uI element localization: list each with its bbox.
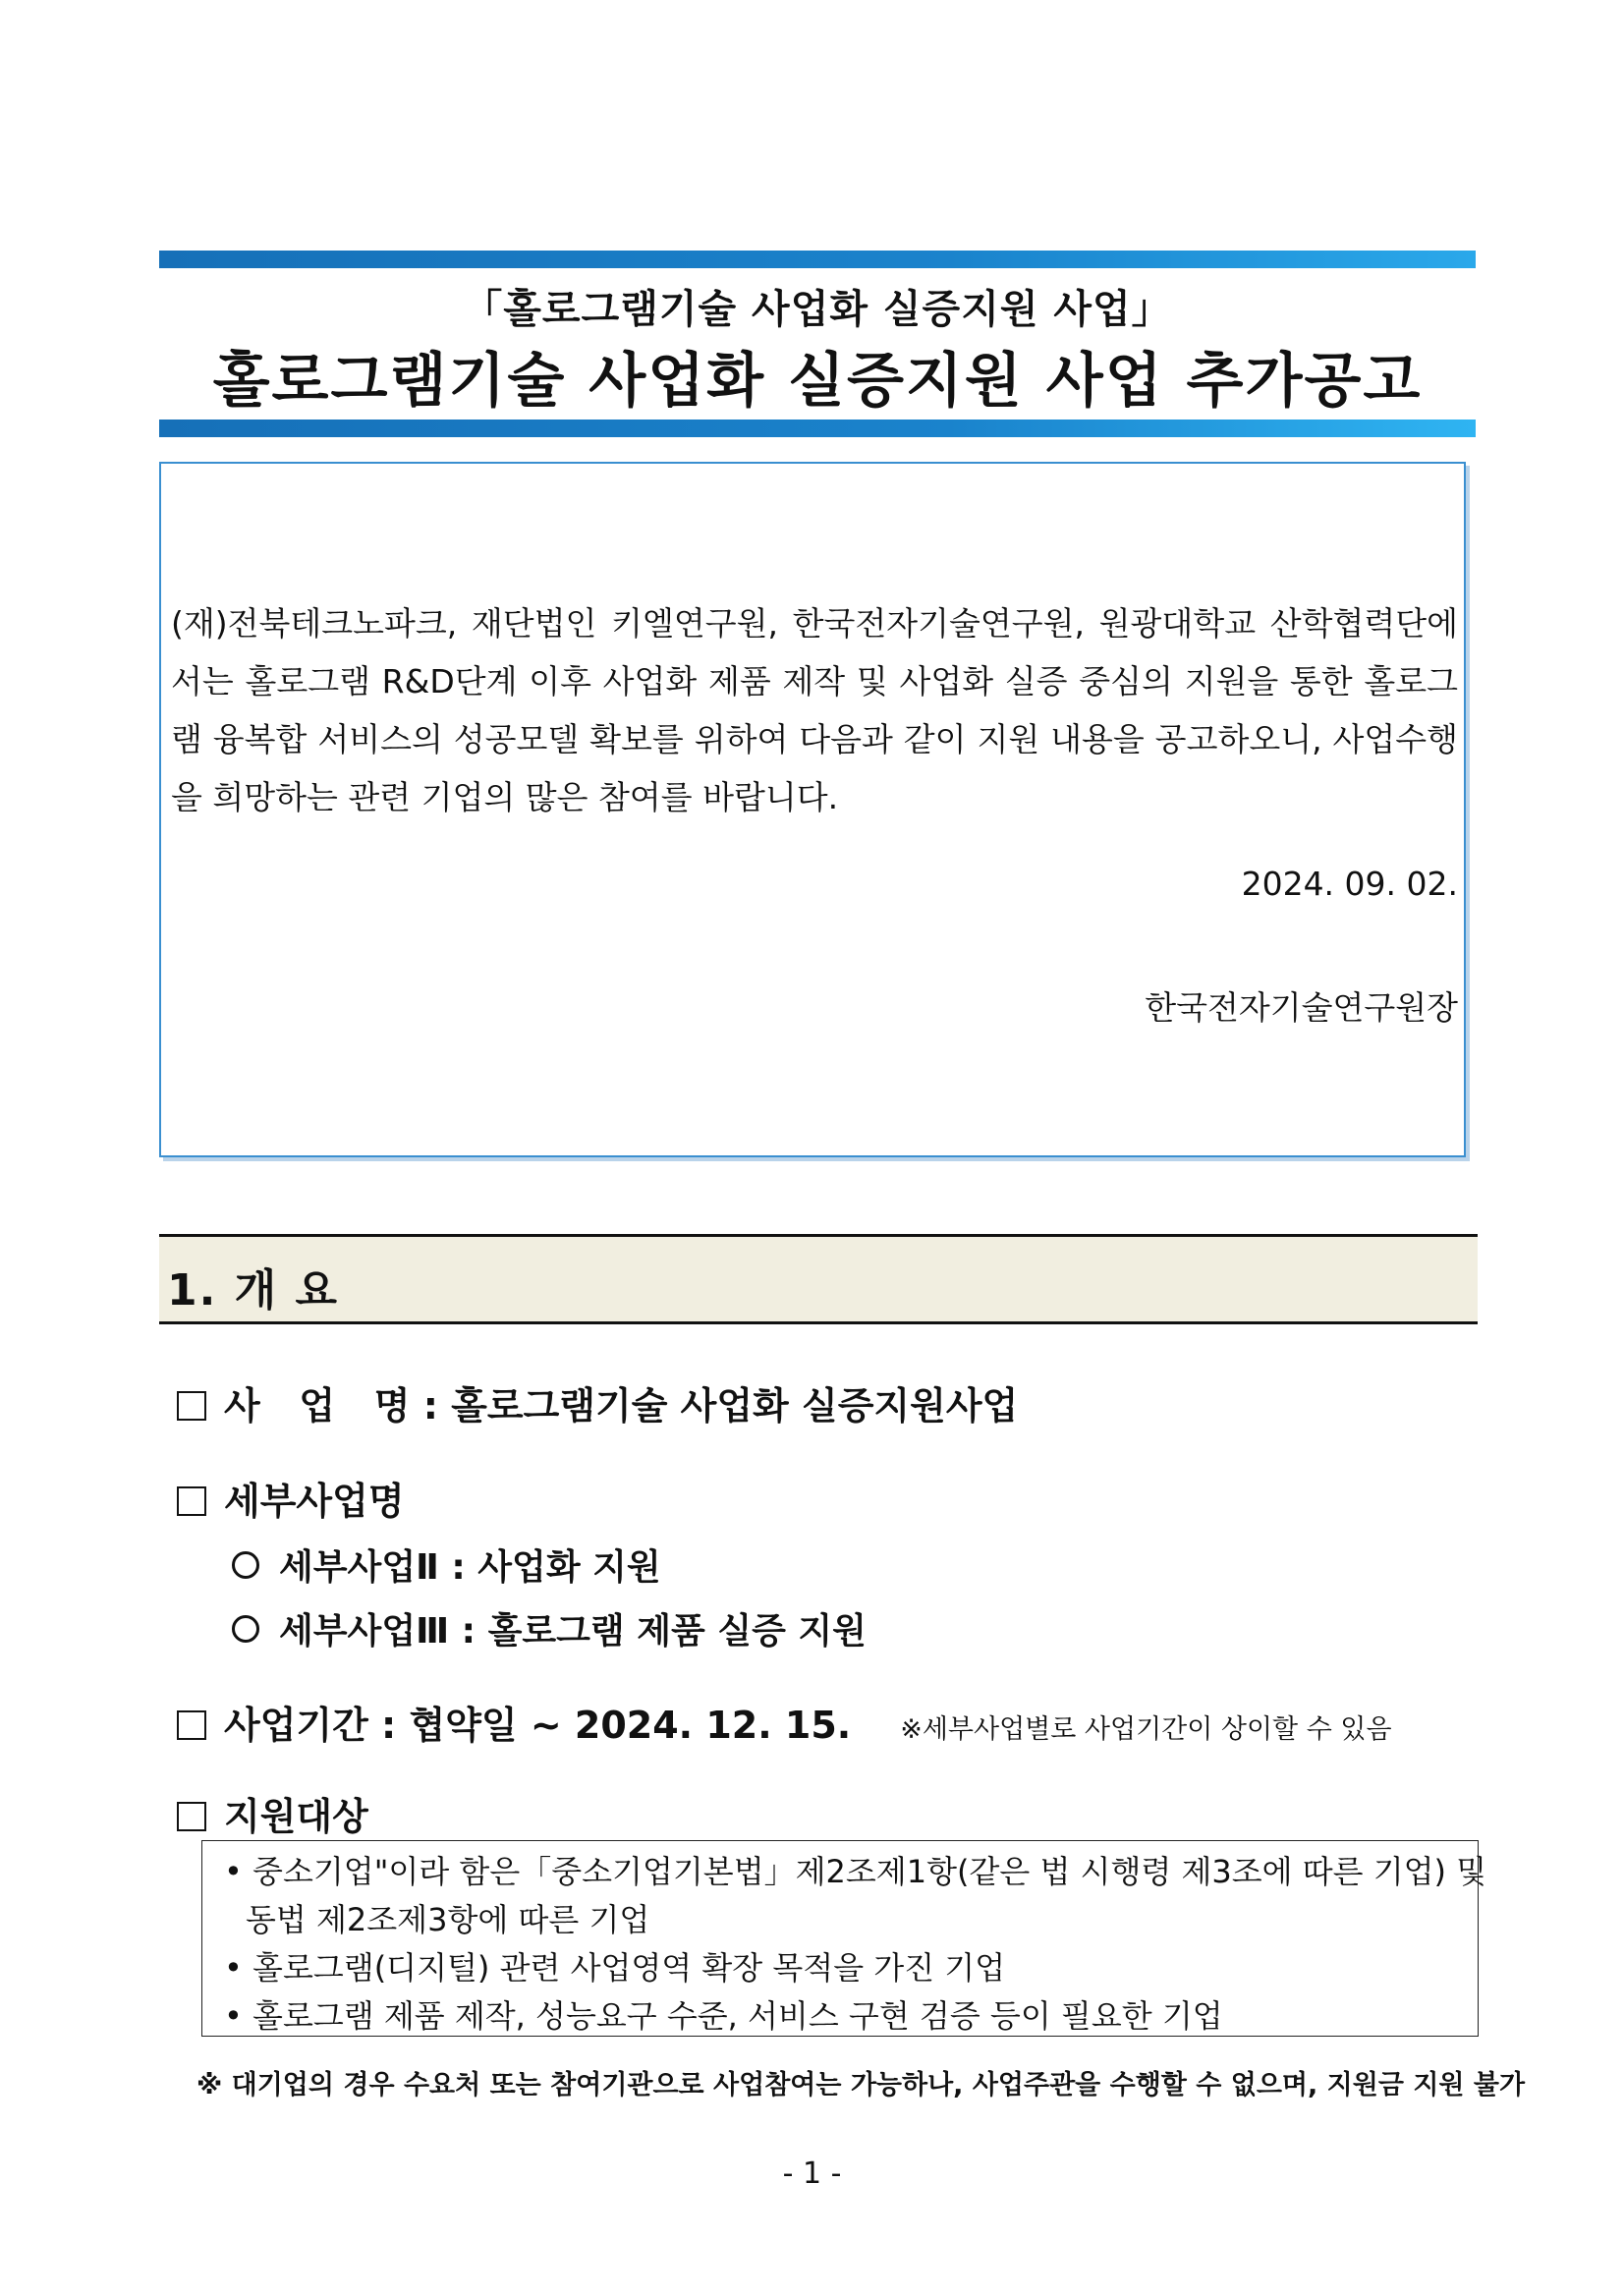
notice-date: 2024. 09. 02.: [1241, 865, 1458, 903]
page-number: - 1 -: [782, 2156, 842, 2191]
period-text: 사업기간 : 협약일 ~ 2024. 12. 15.: [224, 1704, 852, 1747]
checkbox-square-icon: [177, 1710, 206, 1740]
checkbox-square-icon: [177, 1486, 206, 1516]
circle-bullet-icon: [232, 1615, 259, 1643]
target-line: • 홀로그램(디지털) 관련 사업영역 확장 목적을 가진 기업: [224, 1949, 1006, 1987]
period-note: ※세부사업별로 사업기간이 상이할 수 있음: [900, 1714, 1392, 1745]
section-heading: [159, 1234, 1478, 1324]
subproject-item: [232, 1540, 661, 1590]
target-item: [177, 1786, 368, 1840]
section-title: 1. 개 요: [167, 1265, 339, 1316]
circle-bullet-icon: [232, 1551, 259, 1579]
period-item: [177, 1695, 1392, 1749]
target-line: 동법 제2조제3항에 따른 기업: [246, 1901, 650, 1938]
checkbox-square-icon: [177, 1802, 206, 1831]
document-subtitle: 「홀로그램기술 사업화 실증지원 사업」: [463, 287, 1172, 332]
notice-organization: 한국전자기술연구원장: [1145, 988, 1458, 1027]
subproject-text: 세부사업Ⅱ : 사업화 지원: [279, 1547, 661, 1588]
target-line: • 중소기업"이라 함은「중소기업기본법」제2조제1항(같은 법 시행령 제3조에 따른 기업) 및: [224, 1853, 1487, 1890]
footnote: ※ 대기업의 경우 수요처 또는 참여기관으로 사업참여는 가능하나, 사업주관을 수행할 수 없으며, 지원금 지원 불가: [196, 2070, 1526, 2100]
subproject-item: [232, 1603, 867, 1653]
subprojects-item: [177, 1471, 405, 1525]
title-rule-top: [159, 251, 1476, 268]
title-rule-bottom: [159, 420, 1476, 437]
notice-body: (재)전북테크노파크, 재단법인 키엘연구원, 한국전자기술연구원, 원광대학교 산학협력단에서는 홀로그램 R&D단계 이후 사업화 제품 제작 및 사업화 실증 중심의 지원을 통한 홀로그램 융복합 서비스의 성공모델 확보를 위하여 다음과 같이 지원 내용을 공고하오니, 사업수행을 희망하는 관련 기업의 많은 참여를 바랍니다.: [171, 604, 1458, 816]
checkbox-square-icon: [177, 1391, 206, 1421]
subproject-text: 세부사업Ⅲ : 홀로그램 제품 실증 지원: [279, 1611, 867, 1652]
project-name-text: 사 업 명 : 홀로그램기술 사업화 실증지원사업: [224, 1384, 1019, 1428]
subprojects-label: 세부사업명: [224, 1480, 405, 1523]
target-line: • 홀로그램 제품 제작, 성능요구 수준, 서비스 구현 검증 등이 필요한 기업: [224, 1997, 1223, 2035]
document-title: 홀로그램기술 사업화 실증지원 사업 추가공고: [212, 347, 1423, 416]
project-name-item: [177, 1375, 1018, 1429]
target-label: 지원대상: [224, 1795, 368, 1838]
